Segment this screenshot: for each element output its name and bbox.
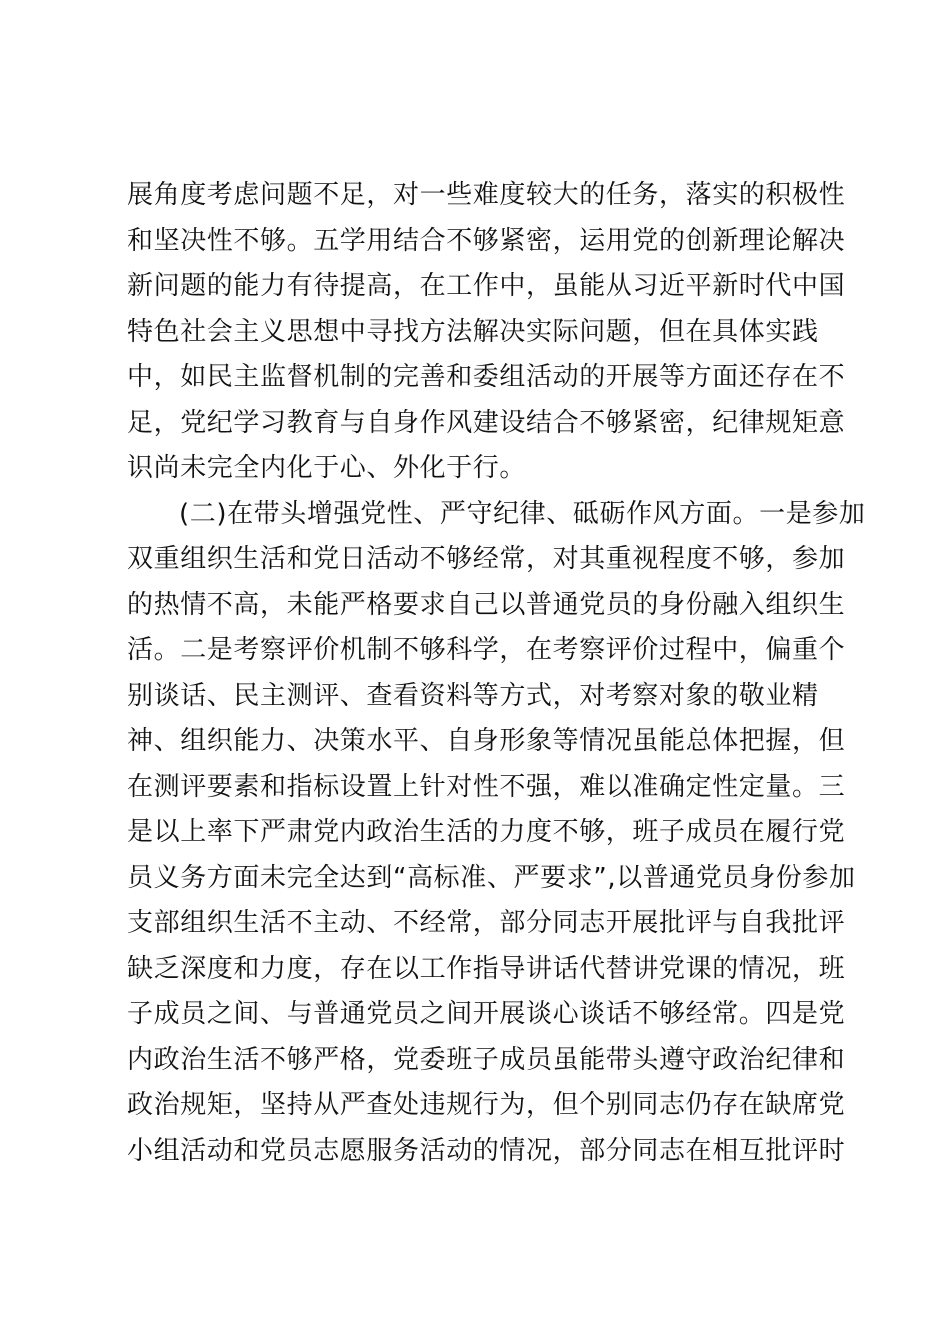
section-heading-line: (二)在带头增强党性、严守纪律、砥砺作风方面。一是参加 — [179, 498, 866, 529]
text-line: 识尚未完全内化于心、外化于行。 — [127, 453, 527, 483]
text-line: 足，党纪学习教育与自身作风建设结合不够紧密，纪律规矩意 — [127, 407, 846, 438]
text-line: 中，如民主监督机制的完善和委组活动的开展等方面还存在不 — [127, 362, 846, 392]
text-line: 特色社会主义思想中寻找方法解决实际问题，但在具体实践 — [127, 316, 819, 347]
text-line: 的热情不高，未能严格要求自己以普通党员的身份融入组织生 — [127, 589, 846, 620]
text-line: 和坚决性不够。五学用结合不够紧密，运用党的创新理论解决 — [127, 225, 846, 256]
text-line: 内政治生活不够严格，党委班子成员虽能带头遵守政治纪律和 — [127, 1044, 846, 1075]
text-line: 在测评要素和指标设置上针对性不强，难以准确定性定量。三 — [127, 771, 846, 802]
text-line: 别谈话、民主测评、查看资料等方式，对考察对象的敬业精 — [127, 680, 819, 711]
text-line: 政治规矩，坚持从严查处违规行为，但个别同志仍存在缺席党 — [127, 1090, 846, 1120]
text-line: 是以上率下严肃党内政治生活的力度不够，班子成员在履行党 — [127, 817, 846, 847]
text-line: 员义务方面未完全达到“高标准、严要求”,以普通党员身份参加 — [127, 862, 856, 893]
text-line: 缺乏深度和力度，存在以工作指导讲话代替讲党课的情况，班 — [127, 953, 846, 984]
text-line: 新问题的能力有待提高，在工作中，虽能从习近平新时代中国 — [127, 271, 846, 301]
body-text — [127, 173, 866, 1174]
text-line: 子成员之间、与普通党员之间开展谈心谈话不够经常。四是党 — [127, 999, 846, 1029]
text-line: 小组活动和党员志愿服务活动的情况，部分同志在相互批评时 — [127, 1135, 846, 1166]
text-line: 展角度考虑问题不足，对一些难度较大的任务，落实的积极性 — [127, 180, 846, 210]
text-line: 活。二是考察评价机制不够科学，在考察评价过程中，偏重个 — [127, 635, 846, 665]
text-line: 神、组织能力、决策水平、自身形象等情况虽能总体把握，但 — [127, 726, 846, 756]
text-line: 双重组织生活和党日活动不够经常，对其重视程度不够，参加 — [127, 544, 846, 574]
text-line: 支部组织生活不主动、不经常，部分同志开展批评与自我批评 — [127, 908, 846, 938]
